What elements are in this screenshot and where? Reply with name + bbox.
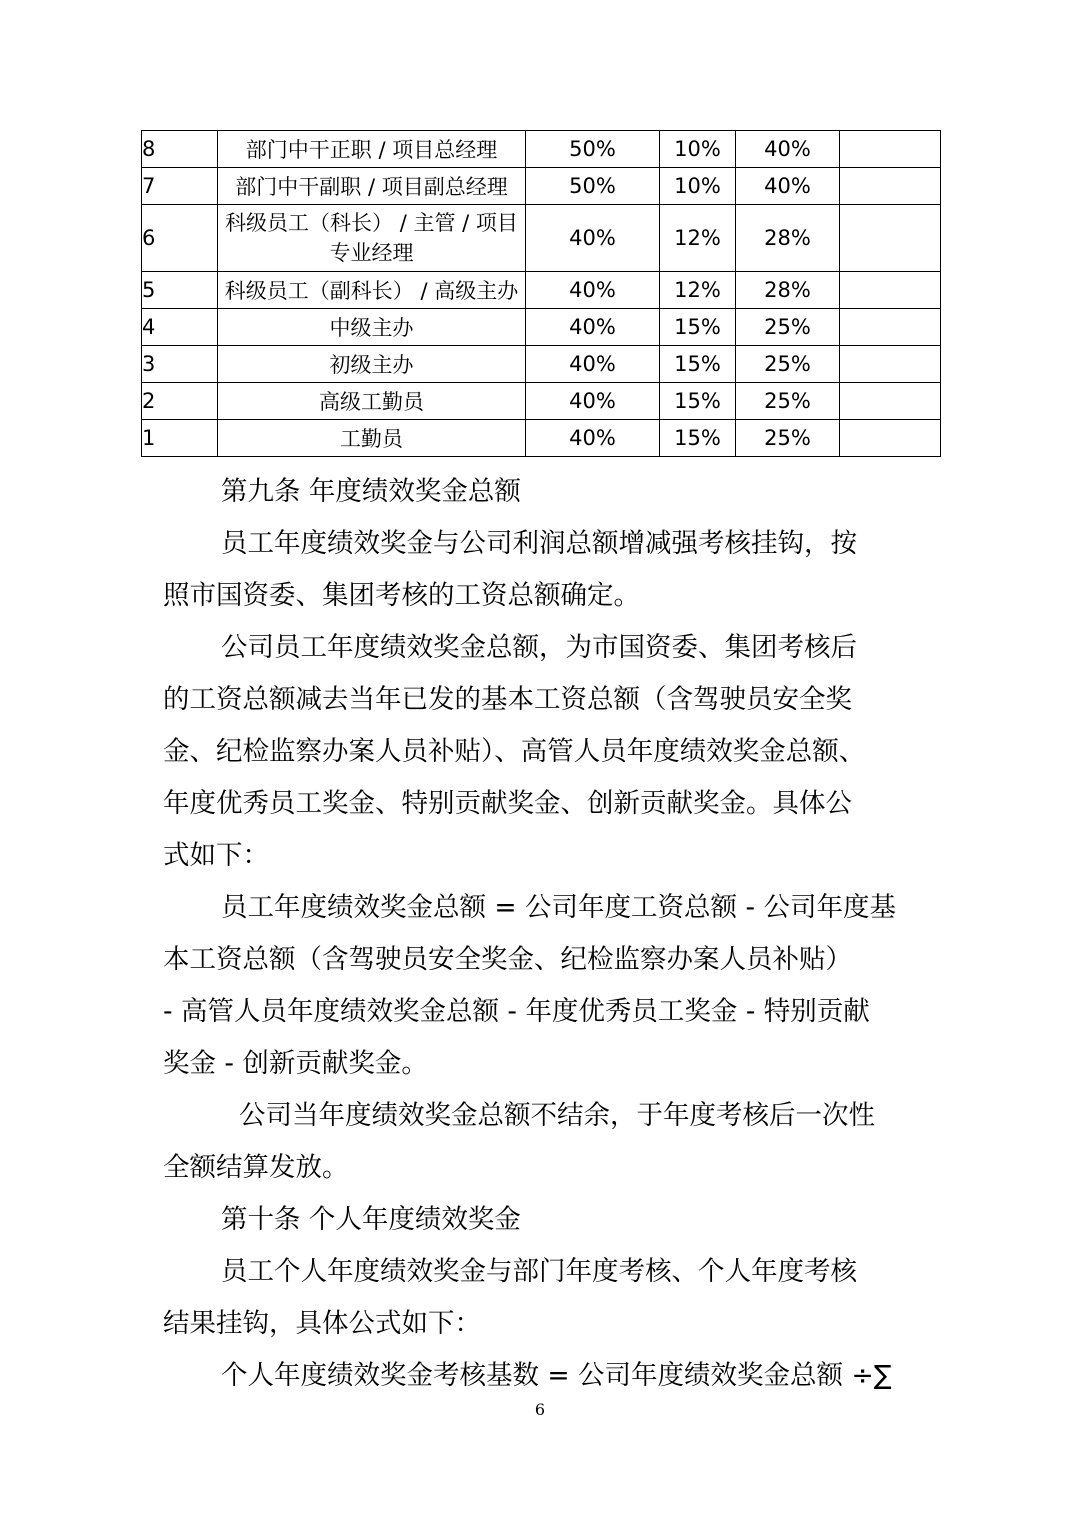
- role-cell: 科级员工（副科长） / 高级主办: [218, 272, 526, 309]
- ratio-cell: 50%: [526, 168, 660, 205]
- ratio-cell: 28%: [736, 205, 840, 272]
- ratio-cell: 40%: [526, 420, 660, 457]
- grade-cell: 3: [142, 346, 218, 383]
- ratio-cell: 50%: [526, 131, 660, 168]
- table-row: [142, 383, 941, 420]
- grade-cell: 6: [142, 205, 218, 272]
- table-row: [142, 131, 941, 168]
- role-text: 科级员工（科长） / 主管 / 项目专业经理: [225, 211, 518, 265]
- text-line: 照市国资委、集团考核的工资总额确定。: [163, 580, 640, 611]
- ratio-cell: 15%: [660, 420, 736, 457]
- empty-cell: [840, 420, 941, 457]
- text-line: 员工年度绩效奖金与公司利润总额增减强考核挂钩，按: [221, 528, 857, 559]
- ratio-cell: 25%: [736, 346, 840, 383]
- table-row: [142, 346, 941, 383]
- ratio-cell: 12%: [660, 272, 736, 309]
- grade-ratio-table: [141, 130, 941, 457]
- formula-line: 员工年度绩效奖金总额 = 公司年度工资总额 - 公司年度基: [221, 892, 896, 923]
- table-row: [142, 309, 941, 346]
- grade-cell: 1: [142, 420, 218, 457]
- table-row: [142, 272, 941, 309]
- text-line: 全额结算发放。: [163, 1152, 349, 1183]
- ratio-cell: 40%: [526, 346, 660, 383]
- ratio-cell: 40%: [526, 383, 660, 420]
- ratio-cell: 40%: [736, 168, 840, 205]
- role-cell: 初级主办: [218, 346, 526, 383]
- grade-cell: 7: [142, 168, 218, 205]
- text-line: 员工个人年度绩效奖金与部门年度考核、个人年度考核: [221, 1256, 857, 1287]
- formula-line: - 高管人员年度绩效奖金总额 - 年度优秀员工奖金 - 特别贡献: [163, 996, 870, 1027]
- grade-cell: 4: [142, 309, 218, 346]
- empty-cell: [840, 168, 941, 205]
- ratio-cell: 15%: [660, 383, 736, 420]
- ratio-cell: 40%: [526, 309, 660, 346]
- ratio-cell: 25%: [736, 420, 840, 457]
- grade-cell: 2: [142, 383, 218, 420]
- text-line: 结果挂钩，具体公式如下：: [163, 1308, 481, 1339]
- role-cell: 工勤员: [218, 420, 526, 457]
- table-row: [142, 168, 941, 205]
- table-row: [142, 205, 941, 272]
- formula-line: 个人年度绩效奖金考核基数 = 公司年度绩效奖金总额 ÷∑: [221, 1360, 892, 1391]
- ratio-cell: 25%: [736, 383, 840, 420]
- body-text: [163, 466, 963, 1402]
- ratio-cell: 15%: [660, 309, 736, 346]
- ratio-cell: 40%: [526, 272, 660, 309]
- grade-cell: 5: [142, 272, 218, 309]
- ratio-cell: 28%: [736, 272, 840, 309]
- formula-line: 奖金 - 创新贡献奖金。: [163, 1048, 428, 1079]
- empty-cell: [840, 309, 941, 346]
- page-number: 6: [534, 1400, 546, 1419]
- text-line: 公司当年度绩效奖金总额不结余，于年度考核后一次性: [239, 1100, 875, 1131]
- role-cell: 高级工勤员: [218, 383, 526, 420]
- article-10-heading: 第十条 个人年度绩效奖金: [221, 1204, 521, 1235]
- role-cell: [218, 205, 526, 272]
- text-line: 公司员工年度绩效奖金总额，为市国资委、集团考核后: [221, 632, 857, 663]
- formula-line: 本工资总额（含驾驶员安全奖金、纪检监察办案人员补贴）: [163, 944, 852, 975]
- empty-cell: [840, 383, 941, 420]
- ratio-cell: 40%: [526, 205, 660, 272]
- ratio-cell: 40%: [736, 131, 840, 168]
- ratio-cell: 10%: [660, 168, 736, 205]
- table-row: [142, 420, 941, 457]
- ratio-cell: 12%: [660, 205, 736, 272]
- ratio-cell: 10%: [660, 131, 736, 168]
- text-line: 金、纪检监察办案人员补贴）、高管人员年度绩效奖金总额、: [163, 736, 866, 767]
- text-line: 年度优秀员工奖金、特别贡献奖金、创新贡献奖金。具体公: [163, 788, 852, 819]
- empty-cell: [840, 131, 941, 168]
- ratio-cell: 15%: [660, 346, 736, 383]
- role-cell: 部门中干副职 / 项目副总经理: [218, 168, 526, 205]
- article-9-heading: 第九条 年度绩效奖金总额: [221, 476, 521, 507]
- role-cell: 部门中干正职 / 项目总经理: [218, 131, 526, 168]
- role-cell: 中级主办: [218, 309, 526, 346]
- grade-cell: 8: [142, 131, 218, 168]
- empty-cell: [840, 346, 941, 383]
- text-line: 的工资总额减去当年已发的基本工资总额（含驾驶员安全奖: [163, 684, 852, 715]
- empty-cell: [840, 272, 941, 309]
- ratio-cell: 25%: [736, 309, 840, 346]
- empty-cell: [840, 205, 941, 272]
- text-line: 式如下：: [163, 840, 269, 871]
